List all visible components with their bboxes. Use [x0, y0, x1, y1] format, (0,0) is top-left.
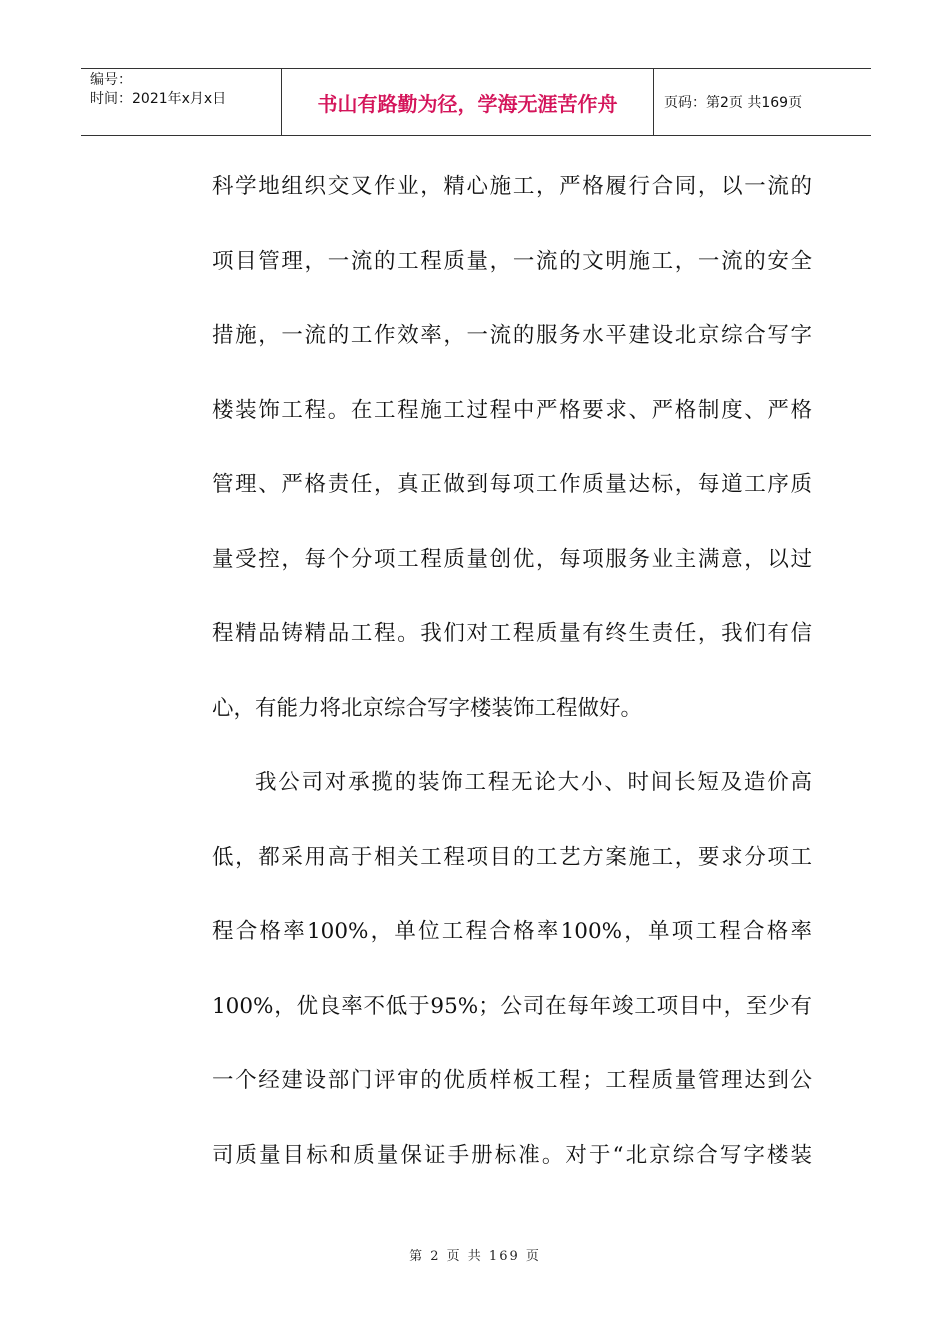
- body-line: 管理、严格责任，真正做到每项工作质量达标，每道工序质: [212, 472, 812, 497]
- body-line: 科学地组织交叉作业，精心施工，严格履行合同，以一流的: [212, 174, 812, 199]
- page-footer: [0, 1245, 950, 1264]
- header-meta-cell: [81, 69, 281, 135]
- document-number-label: 编号：: [90, 72, 132, 88]
- header-page-info: 页码：第2页 共169页: [664, 95, 803, 111]
- body-line: 量受控，每个分项工程质量创优，每项服务业主满意，以过: [212, 546, 812, 572]
- body-line: 司质量目标和质量保证手册标准。对于“北京综合写字楼装: [212, 1142, 812, 1168]
- body-line: 程合格率100%，单位工程合格率100%，单项工程合格率: [212, 919, 812, 944]
- body-line: 我公司对承揽的装饰工程无论大小、时间长短及造价高: [255, 770, 812, 795]
- body-line: 程精品铸精品工程。我们对工程质量有终生责任，我们有信: [212, 621, 812, 646]
- header-motto: 书山有路勤为径，学海无涯苦作舟: [317, 91, 618, 116]
- body-line: 低，都采用高于相关工程项目的工艺方案施工，要求分项工: [212, 844, 812, 870]
- footer-page-number: 第 2 页 共 169 页: [409, 1249, 541, 1264]
- body-line: 楼装饰工程。在工程施工过程中严格要求、严格制度、严格: [212, 397, 812, 423]
- body-line: 项目管理，一流的工程质量，一流的文明施工，一流的安全: [212, 248, 812, 274]
- body-line: 一个经建设部门评审的优质样板工程；工程质量管理达到公: [212, 1068, 812, 1093]
- header-page-cell: [654, 69, 871, 135]
- document-body: [212, 160, 812, 1203]
- document-date-label: 时间：2021年x月x日: [90, 91, 227, 107]
- body-line: 心，有能力将北京综合写字楼装饰工程做好。: [212, 695, 643, 721]
- body-line: 措施，一流的工作效率，一流的服务水平建设北京综合写字: [212, 323, 812, 348]
- page-header: [81, 68, 871, 136]
- header-motto-cell: [281, 69, 654, 135]
- body-line: 100%，优良率不低于95%；公司在每年竣工项目中，至少有: [212, 993, 812, 1019]
